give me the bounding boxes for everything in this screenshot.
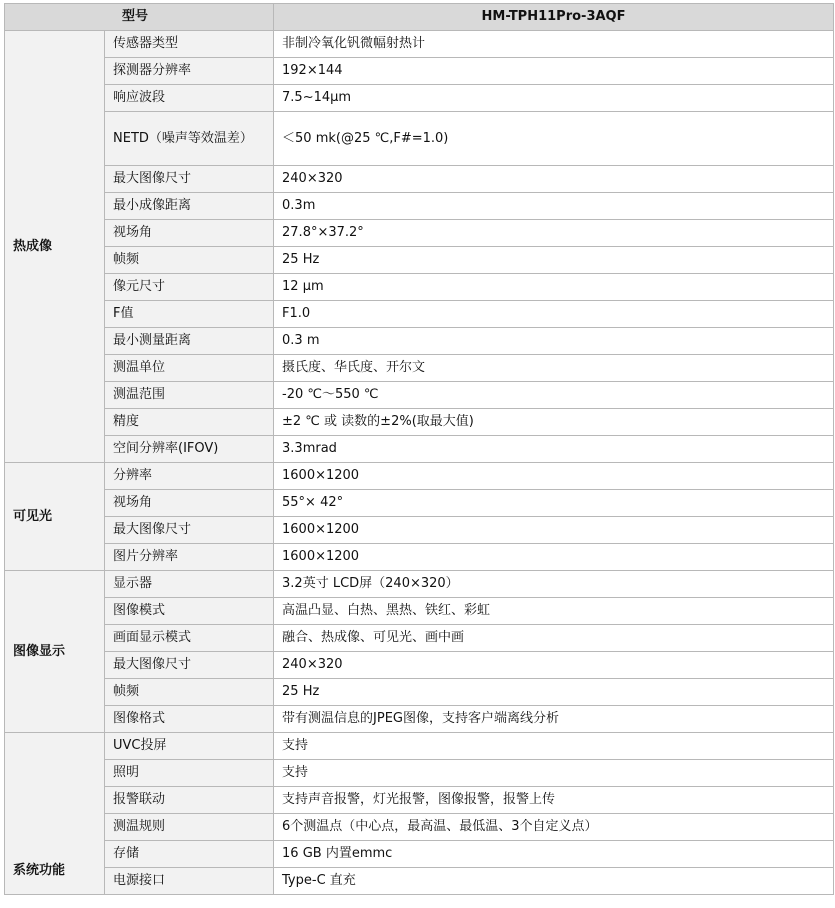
table-row bbox=[5, 220, 834, 247]
header-row bbox=[5, 4, 834, 31]
spec-value: 6个测温点（中心点，最高温、最低温、3个自定义点） bbox=[274, 814, 834, 841]
spec-label: 照明 bbox=[105, 760, 274, 787]
spec-label: 像元尺寸 bbox=[105, 274, 274, 301]
spec-label: 传感器类型 bbox=[105, 31, 274, 58]
table-row bbox=[5, 166, 834, 193]
spec-label: 探测器分辨率 bbox=[105, 58, 274, 85]
model-label: 型号 bbox=[5, 4, 274, 31]
spec-value: Type-C 直充 bbox=[274, 868, 834, 895]
spec-label: 报警联动 bbox=[105, 787, 274, 814]
spec-value: 25 Hz bbox=[274, 679, 834, 706]
table-row bbox=[5, 193, 834, 220]
spec-label: 最小测量距离 bbox=[105, 328, 274, 355]
table-row bbox=[5, 463, 834, 490]
table-row bbox=[5, 814, 834, 841]
spec-label: 帧频 bbox=[105, 679, 274, 706]
spec-label: 帧频 bbox=[105, 247, 274, 274]
table-row bbox=[5, 517, 834, 544]
spec-value: 带有测温信息的JPEG图像，支持客户端离线分析 bbox=[274, 706, 834, 733]
table-row bbox=[5, 409, 834, 436]
group-label: 图像显示 bbox=[5, 571, 105, 733]
spec-value: 3.2英寸 LCD屏（240×320） bbox=[274, 571, 834, 598]
spec-label: UVC投屏 bbox=[105, 733, 274, 760]
spec-label: 图片分辨率 bbox=[105, 544, 274, 571]
spec-label: 视场角 bbox=[105, 490, 274, 517]
spec-value: 16 GB 内置emmc bbox=[274, 841, 834, 868]
table-row bbox=[5, 841, 834, 868]
spec-label: 最大图像尺寸 bbox=[105, 517, 274, 544]
spec-value: ±2 ℃ 或 读数的±2%(取最大值) bbox=[274, 409, 834, 436]
spec-value: 240×320 bbox=[274, 166, 834, 193]
spec-label: 测温规则 bbox=[105, 814, 274, 841]
table-row bbox=[5, 58, 834, 85]
model-value: HM-TPH11Pro-3AQF bbox=[274, 4, 834, 31]
spec-body bbox=[5, 31, 834, 895]
spec-label: 最大图像尺寸 bbox=[105, 166, 274, 193]
spec-value: 0.3m bbox=[274, 193, 834, 220]
spec-label: 测温单位 bbox=[105, 355, 274, 382]
spec-value: 非制冷氧化钒微幅射热计 bbox=[274, 31, 834, 58]
spec-value: 192×144 bbox=[274, 58, 834, 85]
table-row bbox=[5, 328, 834, 355]
spec-value: 支持声音报警，灯光报警，图像报警，报警上传 bbox=[274, 787, 834, 814]
table-row bbox=[5, 679, 834, 706]
table-row bbox=[5, 301, 834, 328]
spec-value: 55°× 42° bbox=[274, 490, 834, 517]
spec-value: 7.5~14μm bbox=[274, 85, 834, 112]
spec-label: NETD（噪声等效温差） bbox=[105, 112, 274, 166]
spec-value: 240×320 bbox=[274, 652, 834, 679]
spec-value: 高温凸显、白热、黑热、铁红、彩虹 bbox=[274, 598, 834, 625]
spec-value: 1600×1200 bbox=[274, 517, 834, 544]
table-row bbox=[5, 274, 834, 301]
spec-label: 最大图像尺寸 bbox=[105, 652, 274, 679]
spec-value: 0.3 m bbox=[274, 328, 834, 355]
table-row bbox=[5, 85, 834, 112]
table-row bbox=[5, 733, 834, 760]
table-row bbox=[5, 598, 834, 625]
table-row bbox=[5, 868, 834, 895]
table-row bbox=[5, 652, 834, 679]
spec-value: -20 ℃～550 ℃ bbox=[274, 382, 834, 409]
spec-label: 空间分辨率(IFOV) bbox=[105, 436, 274, 463]
spec-label: 电源接口 bbox=[105, 868, 274, 895]
spec-value: 3.3mrad bbox=[274, 436, 834, 463]
spec-value: 支持 bbox=[274, 733, 834, 760]
spec-value: 25 Hz bbox=[274, 247, 834, 274]
group-label: 系统功能 bbox=[5, 733, 105, 895]
spec-value: 摄氏度、华氏度、开尔文 bbox=[274, 355, 834, 382]
spec-label: 测温范围 bbox=[105, 382, 274, 409]
table-row bbox=[5, 760, 834, 787]
spec-label: 分辨率 bbox=[105, 463, 274, 490]
spec-value: 27.8°×37.2° bbox=[274, 220, 834, 247]
table-row bbox=[5, 787, 834, 814]
spec-label: 响应波段 bbox=[105, 85, 274, 112]
spec-label: F值 bbox=[105, 301, 274, 328]
table-row bbox=[5, 544, 834, 571]
spec-label: 视场角 bbox=[105, 220, 274, 247]
table-row bbox=[5, 112, 834, 166]
spec-label: 精度 bbox=[105, 409, 274, 436]
spec-value: F1.0 bbox=[274, 301, 834, 328]
table-row bbox=[5, 490, 834, 517]
spec-label: 存储 bbox=[105, 841, 274, 868]
spec-value: 1600×1200 bbox=[274, 544, 834, 571]
spec-label: 显示器 bbox=[105, 571, 274, 598]
group-label: 可见光 bbox=[5, 463, 105, 571]
spec-label: 图像模式 bbox=[105, 598, 274, 625]
spec-value: ＜50 mk(@25 ℃,F#=1.0) bbox=[274, 112, 834, 166]
group-label: 热成像 bbox=[5, 31, 105, 463]
spec-label: 最小成像距离 bbox=[105, 193, 274, 220]
table-row bbox=[5, 247, 834, 274]
table-row bbox=[5, 355, 834, 382]
spec-value: 支持 bbox=[274, 760, 834, 787]
table-row bbox=[5, 31, 834, 58]
spec-value: 1600×1200 bbox=[274, 463, 834, 490]
table-row bbox=[5, 625, 834, 652]
table-row bbox=[5, 382, 834, 409]
table-row bbox=[5, 706, 834, 733]
spec-table bbox=[4, 3, 834, 895]
spec-value: 12 μm bbox=[274, 274, 834, 301]
spec-label: 图像格式 bbox=[105, 706, 274, 733]
table-row bbox=[5, 571, 834, 598]
table-row bbox=[5, 436, 834, 463]
spec-value: 融合、热成像、可见光、画中画 bbox=[274, 625, 834, 652]
spec-label: 画面显示模式 bbox=[105, 625, 274, 652]
